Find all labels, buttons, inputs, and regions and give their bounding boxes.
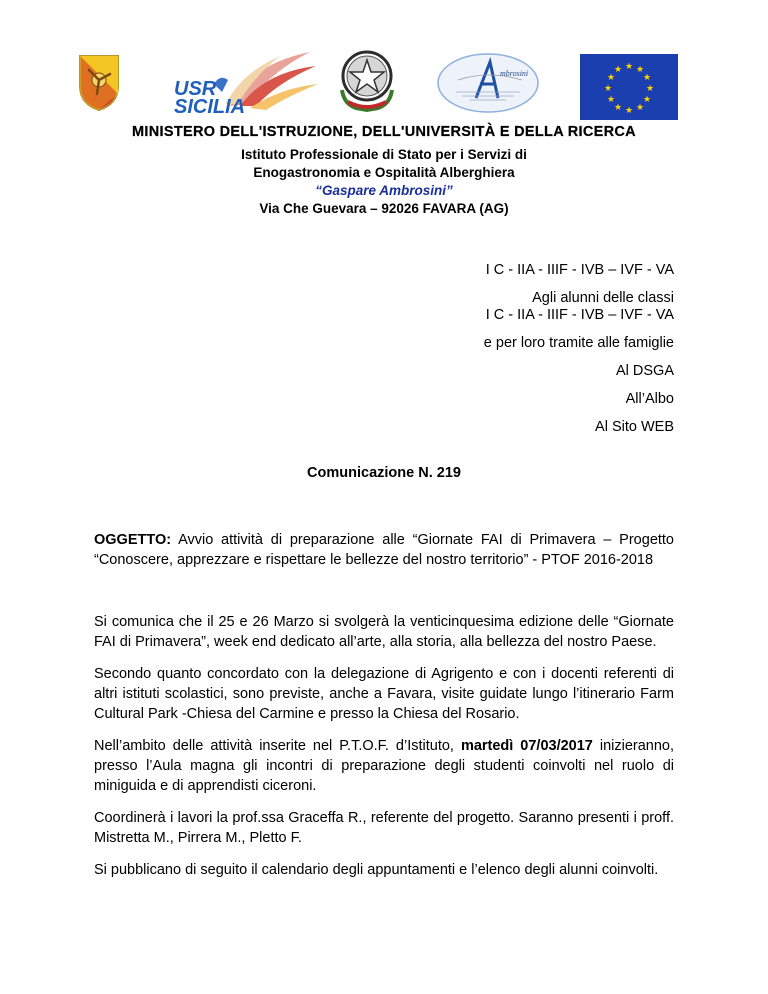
istituto-heading [0, 146, 768, 218]
paragraph-3-date: martedì 07/03/2017 [460, 738, 593, 754]
sicilia-line: SICILIA [174, 96, 246, 118]
svg-text:★: ★ [635, 103, 645, 113]
svg-text:★: ★ [613, 65, 623, 75]
recipient-albo: All’Albo [625, 391, 674, 407]
paragraph-3-after: inizieranno, presso l’Aula magna gli incontri di preparazione degli studenti coinvolti nel ruolo di miniguida e di apprendisti ciceroni. [94, 738, 675, 794]
oggetto-text: Avvio attività di preparazione alle “Giornate FAI di Primavera – Progetto “Conoscere, apprezzare e rispettare le bellezze del nostro territorio” - PTOF 2016-2018 [94, 532, 674, 568]
svg-text:★: ★ [642, 95, 652, 105]
svg-text:★: ★ [645, 84, 655, 94]
svg-text:★: ★ [606, 95, 616, 105]
svg-text:★: ★ [624, 106, 634, 116]
svg-text:★: ★ [642, 73, 652, 83]
svg-text:mbrosini: mbrosini [500, 69, 529, 78]
oggetto-block [94, 530, 674, 570]
svg-text:★: ★ [635, 65, 645, 75]
usr-sicilia-logo [170, 44, 320, 116]
usr-sicilia-wordmark [174, 80, 245, 116]
istituto-nome: “Gaspare Ambrosini” [315, 183, 453, 198]
recipient-alunni-label: Agli alunni delle classi [532, 290, 674, 306]
recipient-sito: Al Sito WEB [595, 419, 674, 435]
istituto-indirizzo: Via Che Guevara – 92026 FAVARA (AG) [259, 201, 509, 216]
ministero-heading: MINISTERO DELL'ISTRUZIONE, DELL'UNIVERSITÀ E DELLA RICERCA [132, 124, 636, 140]
paragraph-1: Si comunica che il 25 e 26 Marzo si svolgerà la venticinquesima edizione delle “Giornate FAI di Primavera”, week end dedicato all’arte, alla storia, alla bellezza del nostro Paese. [94, 614, 674, 650]
oggetto-label: OGGETTO: [94, 532, 172, 548]
paragraph-4: Coordinerà i lavori la prof.ssa Graceffa R., referente del progetto. Saranno presenti i proff. Mistretta M., Pirrera M., Pletto F. [94, 810, 674, 846]
recipient-famiglie: e per loro tramite alle famiglie [483, 335, 674, 351]
regione-sicilia-emblem [76, 52, 122, 112]
eu-flag-icon [580, 54, 678, 120]
istituto-ambrosini-logo [436, 52, 540, 114]
istituto-line1: Istituto Professionale di Stato per i Servizi di [241, 147, 527, 162]
usr-line: USR [174, 78, 217, 100]
letter-body [94, 530, 674, 892]
recipient-alunni-classi: I C - IIA - IIIF - IVB – IVF - VA [485, 307, 674, 323]
emblema-repubblica-icon [334, 46, 400, 114]
istituto-line2: Enogastronomia e Ospitalità Alberghiera [253, 165, 515, 180]
recipients-block [484, 262, 674, 436]
paragraph-3-before: Nell’ambito delle attività inserite nel P.T.O.F. d’Istituto, [94, 738, 461, 754]
paragraph-5: Si pubblicano di seguito il calendario degli appuntamenti e l’elenco degli alunni coinvolti. [94, 862, 659, 878]
paragraph-3 [94, 736, 674, 796]
recipient-classi: I C - IIA - IIIF - IVB – IVF - VA [485, 262, 674, 278]
paragraph-2: Secondo quanto concordato con la delegazione di Agrigento e con i docenti referenti di altri istituti scolastici, sono previste, anche a Favara, visite guidate lungo l’itinerario Farm Cultural Park -Chiesa del Carmine e presso la Chiesa del Rosario. [94, 666, 674, 722]
logo-bar [0, 40, 768, 122]
svg-text:★: ★ [603, 84, 613, 94]
svg-text:★: ★ [624, 62, 634, 72]
recipient-dsga: Al DSGA [615, 363, 674, 379]
comunicazione-number: Comunicazione N. 219 [307, 465, 461, 481]
svg-text:★: ★ [613, 103, 623, 113]
svg-text:★: ★ [606, 73, 616, 83]
